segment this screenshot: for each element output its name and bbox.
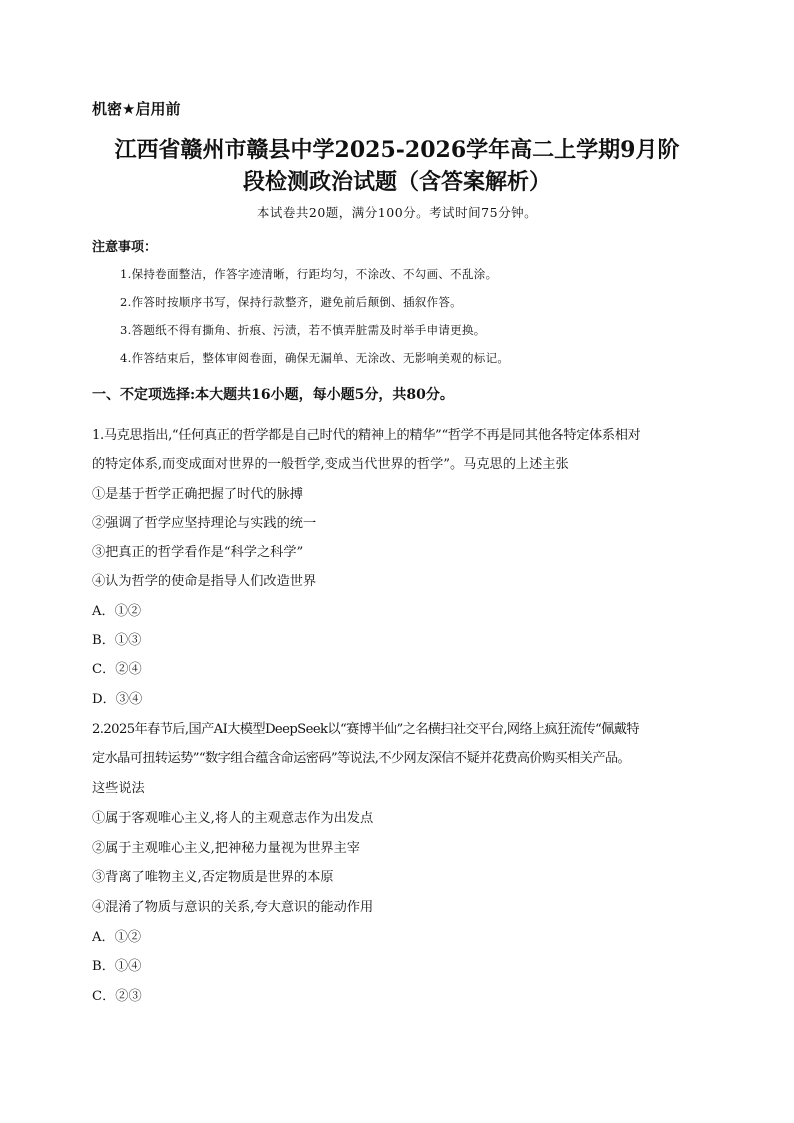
confidential-mark: 机密★启用前 [92, 100, 181, 118]
exam-info: 本试卷共20题，满分100分。考试时间75分钟。 [256, 205, 538, 220]
q1-option-c[interactable]: C．②④ [92, 662, 142, 677]
exam-title [90, 134, 704, 198]
q2-stem-line-2: 定水晶可扭转运势”“数字组合蕴含命运密码”等说法,不少网友深信不疑并花费高价购买相关产品。 [92, 751, 631, 766]
q1-statement: ①是基于哲学正确把握了时代的脉搏 [92, 487, 303, 502]
q2-statement: ④混淆了物质与意识的关系,夸大意识的能动作用 [92, 900, 374, 915]
q1-statement: ④认为哲学的使命是指导人们改造世界 [92, 574, 317, 589]
q1-stem-line-1: 1.马克思指出,“任何真正的哲学都是自己时代的精神上的精华”“哲学不再是同其他各特定体系相对 [92, 428, 641, 443]
note-item: 1.保持卷面整洁，作答字迹清晰，行距均匀，不涂改、不勾画、不乱涂。 [120, 267, 498, 281]
notes-heading: 注意事项： [92, 240, 158, 255]
section-heading: 一、不定项选择:本大题共16小题，每小题5分，共80分。 [92, 387, 454, 403]
q1-statement: ②强调了哲学应坚持理论与实践的统一 [92, 516, 317, 531]
note-item: 4.作答结束后，整体审阅卷面，确保无漏单、无涂改、无影响美观的标记。 [120, 351, 510, 365]
q2-statement: ①属于客观唯心主义,将人的主观意志作为出发点 [92, 811, 374, 826]
q1-stem-line-2: 的特定体系,而变成面对世界的一般哲学,变成当代世界的哲学”。马克思的上述主张 [92, 457, 569, 472]
title-line-1: 江西省赣州市赣县中学2025-2026学年高二上学期9月阶 [114, 137, 680, 163]
q2-stem-line-3: 这些说法 [92, 781, 145, 796]
q1-option-d[interactable]: D．③④ [92, 692, 143, 707]
note-item: 3.答题纸不得有撕角、折痕、污渍，若不慎弄脏需及时举手申请更换。 [120, 323, 486, 337]
q2-option-a[interactable]: A．①② [92, 930, 142, 945]
note-item: 2.作答时按顺序书写，保持行款整齐，避免前后颠倒、插叙作答。 [120, 295, 462, 309]
q2-statement: ②属于主观唯心主义,把神秘力量视为世界主宰 [92, 841, 360, 856]
q2-option-c[interactable]: C．②③ [92, 989, 142, 1004]
q2-stem-line-1: 2.2025年春节后,国产AI大模型DeepSeek以“赛博半仙”之名横扫社交平台,网络上疯狂流传“佩戴特 [92, 722, 639, 737]
title-line-2: 段检测政治试题（含答案解析） [242, 169, 551, 195]
q1-option-a[interactable]: A．①② [92, 604, 142, 619]
q2-statement: ③背离了唯物主义,否定物质是世界的本原 [92, 870, 334, 885]
q2-option-b[interactable]: B．①④ [92, 959, 142, 974]
q1-option-b[interactable]: B．①③ [92, 633, 142, 648]
q1-statement: ③把真正的哲学看作是“科学之科学” [92, 545, 304, 560]
